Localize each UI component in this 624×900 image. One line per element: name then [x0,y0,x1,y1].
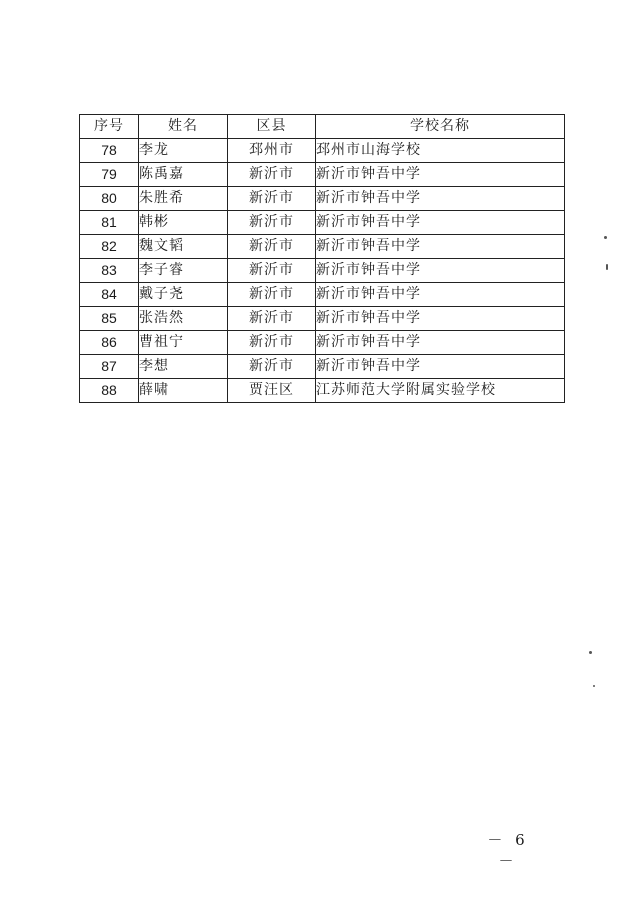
cell-school-name: 新沂市钟吾中学 [316,259,565,283]
table-row [80,379,565,403]
cell-serial-number: 86 [80,331,139,355]
cell-county: 新沂市 [228,355,316,379]
cell-serial-number: 78 [80,139,139,163]
cell-serial-number: 80 [80,187,139,211]
cell-serial-number: 81 [80,211,139,235]
cell-serial-number: 79 [80,163,139,187]
cell-name: 韩彬 [139,211,228,235]
cell-county: 新沂市 [228,163,316,187]
table-row [80,283,565,307]
cell-name: 陈禹嘉 [139,163,228,187]
table-row [80,307,565,331]
student-roster-table [79,114,565,403]
cell-county: 贾汪区 [228,379,316,403]
cell-county: 新沂市 [228,283,316,307]
cell-name: 曹祖宁 [139,331,228,355]
page-number: － 6 － [487,831,529,870]
cell-county: 新沂市 [228,259,316,283]
cell-county: 新沂市 [228,307,316,331]
cell-county: 新沂市 [228,235,316,259]
cell-name: 魏文韬 [139,235,228,259]
cell-name: 李龙 [139,139,228,163]
cell-school-name: 新沂市钟吾中学 [316,283,565,307]
cell-serial-number: 82 [80,235,139,259]
scan-speck [604,236,607,239]
header-name: 姓名 [139,115,228,139]
scan-speck [593,685,595,687]
table-row [80,187,565,211]
cell-serial-number: 87 [80,355,139,379]
header-county: 区县 [228,115,316,139]
table-row [80,259,565,283]
cell-serial-number: 85 [80,307,139,331]
table-row [80,331,565,355]
table-row [80,235,565,259]
scan-speck [606,264,608,270]
cell-school-name: 新沂市钟吾中学 [316,235,565,259]
cell-school-name: 江苏师范大学附属实验学校 [316,379,565,403]
cell-county: 邳州市 [228,139,316,163]
cell-name: 李子睿 [139,259,228,283]
cell-county: 新沂市 [228,211,316,235]
cell-serial-number: 88 [80,379,139,403]
cell-serial-number: 83 [80,259,139,283]
cell-county: 新沂市 [228,331,316,355]
table-row [80,139,565,163]
scan-speck [589,651,592,654]
cell-school-name: 新沂市钟吾中学 [316,187,565,211]
table-header-row [80,115,565,139]
cell-school-name: 新沂市钟吾中学 [316,355,565,379]
cell-serial-number: 84 [80,283,139,307]
cell-name: 张浩然 [139,307,228,331]
header-serial-number: 序号 [80,115,139,139]
header-school-name: 学校名称 [316,115,565,139]
cell-school-name: 新沂市钟吾中学 [316,331,565,355]
table-row [80,355,565,379]
cell-name: 薛啸 [139,379,228,403]
cell-school-name: 新沂市钟吾中学 [316,211,565,235]
cell-school-name: 邳州市山海学校 [316,139,565,163]
table-row [80,163,565,187]
cell-school-name: 新沂市钟吾中学 [316,163,565,187]
cell-name: 朱胜希 [139,187,228,211]
cell-name: 戴子尧 [139,283,228,307]
table-row [80,211,565,235]
cell-county: 新沂市 [228,187,316,211]
cell-school-name: 新沂市钟吾中学 [316,307,565,331]
cell-name: 李想 [139,355,228,379]
